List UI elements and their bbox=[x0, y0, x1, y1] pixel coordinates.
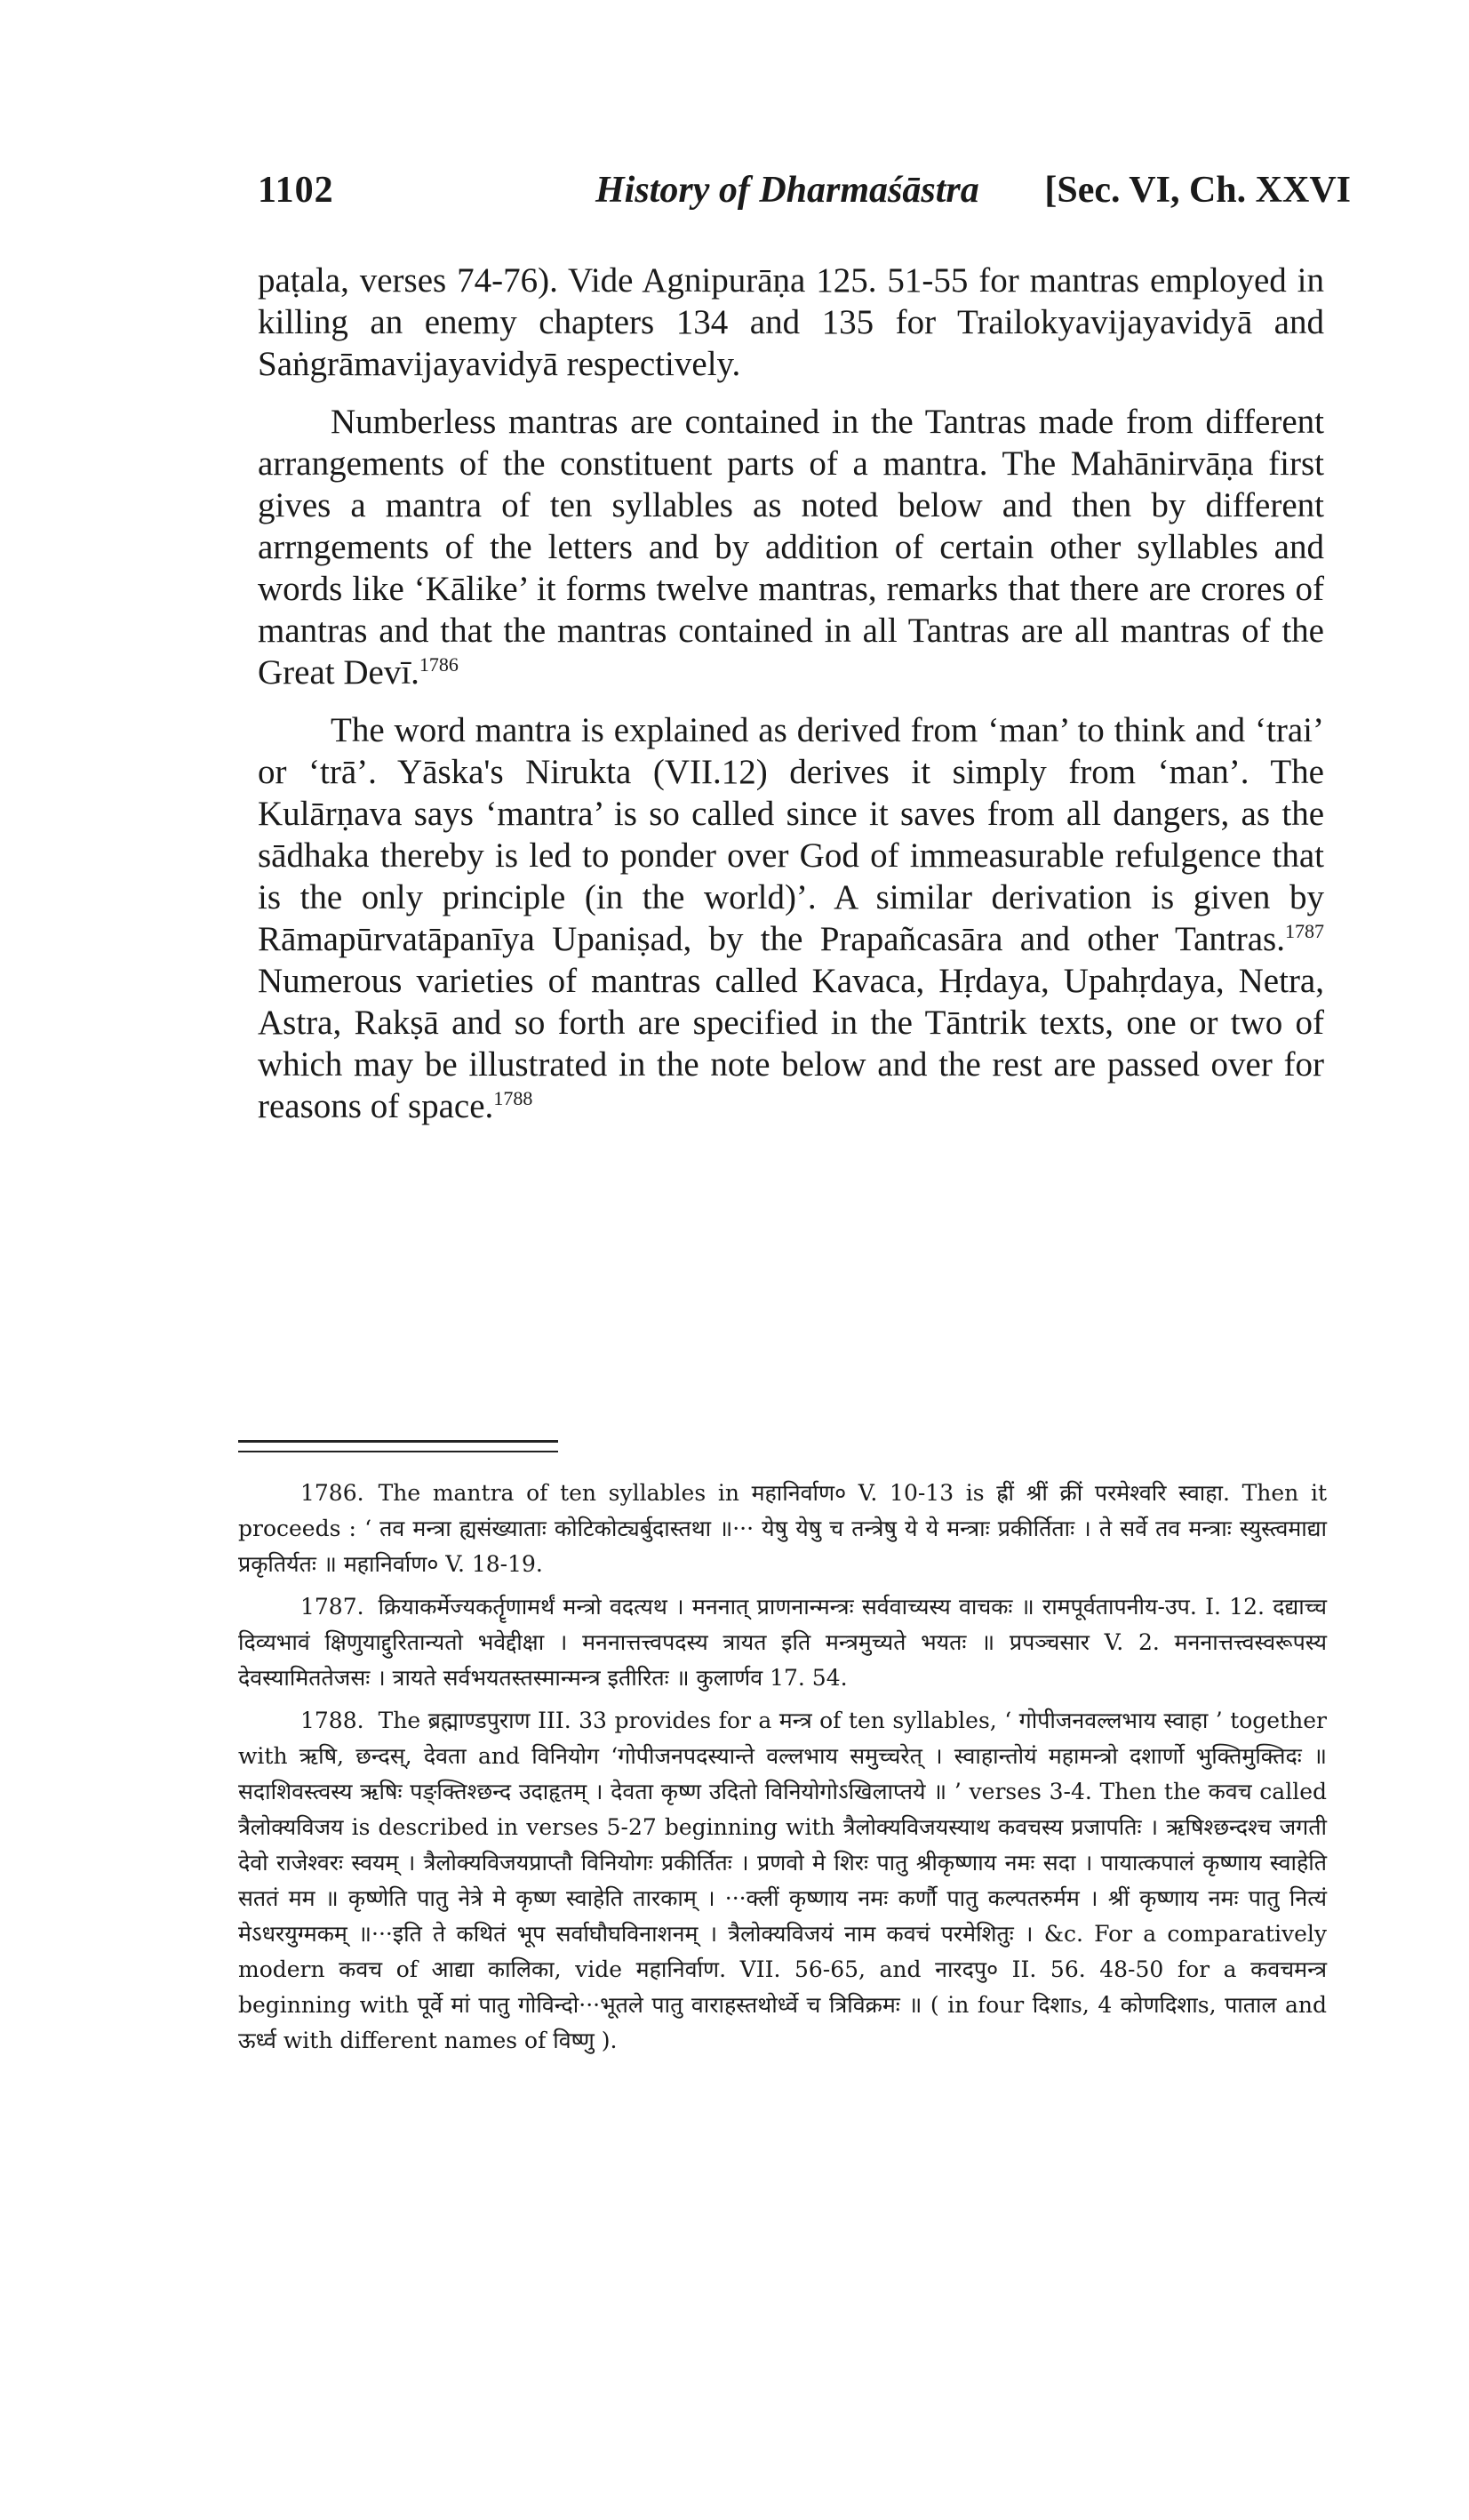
footnote-text: क्रियाकर्मेज्यकर्तॄणामर्थं मन्त्रो वदत्यथ । मननात् प्राणनान्मन्त्रः सर्ववाच्यस्य वाचकः ॥ रामपूर्वतापनीय-उप. I. 12. दद्याच्च दिव्यभावं क्षिणुयाद्दुरितान्यतो भवेद्दीक्षा । मननात्तत्त्वपदस्य त्रायत इति मन्त्रमुच्यते भयतः ॥ प्रपञ्चसार V. 2. मननात्तत्त्वस्वरूपस्य देवस्यामिततेजसः । त्रायते सर्वभयतस्तस्मान्मन्त्र इतीरितः ॥ कुलार्णव 17. 54. bbox=[238, 1594, 1327, 1691]
footnote-text: The mantra of ten syllables in महानिर्वाण० V. 10-13 is ह्रीं श्रीं क्रीं परमेश्वरि स्वाहा. Then it proceeds : ‘ तव मन्त्रा ह्यसंख्याताः कोटिकोट्यर्बुदास्तथा ॥··· येषु येषु च तन्त्रेषु ये ये मन्त्राः प्रकीर्तिताः । ते सर्वे तव मन्त्राः स्युस्त्वमाद्या प्रकृतिर्यतः ॥ महानिर्वाण० V. 18-19. bbox=[238, 1480, 1327, 1577]
running-title: History of Dharmaśāstra bbox=[595, 170, 979, 211]
page-number: 1102 bbox=[258, 170, 334, 211]
paragraph-text: paṭala, verses 74-76). Vide Agnipurāṇa 125. 51-55 for mantras employed in killing an enemy chapters 134 and 135 for Trailokyavijayavidyā and Saṅgrāmavijayavidyā respectively. bbox=[258, 261, 1324, 383]
paragraph-text: Numerous varieties of mantras called Kavaca, Hṛdaya, Upahṛdaya, Netra, Astra, Rakṣā and so forth are specified in the Tāntrik texts, one or two of which may be illustrated in the note below and the rest are passed over for reasons of space. bbox=[258, 962, 1324, 1125]
footnote-text: The ब्रह्माण्डपुराण III. 33 provides for a मन्त्र of ten syllables, ‘ गोपीजनवल्लभाय स्वाहा ’ together with ऋषि, छन्दस्, देवता and विनियोग ‘गोपीजनपदस्यान्ते वल्लभाय समुच्चरेत् । स्वाहान्तोयं महामन्त्रो दशार्णो भुक्तिमुक्तिदः ॥ सदाशिवस्त्वस्य ऋषिः पङ्क्तिश्छन्द उदाहृतम् । देवता कृष्ण उदितो विनियोगोऽखिलाप्तये ॥ ’ verses 3-4. Then the कवच called त्रैलोक्यविजय is described in verses 5-27 beginning with त्रैलोक्यविजयस्याथ कवचस्य प्रजापतिः । ऋषिश्छन्दश्च जगती देवो राजेश्वरः स्वयम् । त्रैलोक्यविजयप्राप्तौ विनियोगः प्रकीर्तितः । प्रणवो मे शिरः पातु श्रीकृष्णाय नमः सदा । पायात्कपालं कृष्णाय स्वाहेति सततं मम ॥ कृष्णेति पातु नेत्रे मे कृष्ण स्वाहेति तारकाम् । ···क्लीं कृष्णाय नमः कर्णौ पातु कल्पतरुर्मम । श्रीं कृष्णाय नमः पातु नित्यं मेऽधरयुग्मकम् ॥···इति ते कथितं भूप सर्वाघौघविनाशनम् । त्रैलोक्यविजयं नाम कवचं परमेशितुः । &c. For a comparatively modern कवच of आद्या कालिका, vide महानिर्वाण. VII. 56-65, and नारदपु० II. 56. 48-50 for a कवचमन्त्र beginning with पूर्वे मां पातु गोविन्दो···भूतले पातु वाराहस्तथोर्ध्वे च त्रिविक्रमः ॥ ( in four दिशाs, 4 कोणदिशाs, पाताल and ऊर्ध्व with different names of विष्णु ). bbox=[238, 1708, 1327, 2053]
footnote-ref: 1787 bbox=[1285, 920, 1324, 942]
footnote-number: 1788. bbox=[300, 1708, 364, 1733]
footnote bbox=[238, 1703, 1327, 2059]
paragraph-text: Numberless mantras are contained in the Tantras made from different arrangements of the constituent parts of a mantra. The Mahānirvāṇa first gives a mantra of ten syllables as noted below and then by different arrngements of the letters and by addition of certain other syllables and words like ‘Kālike’ it forms twelve mantras, remarks that there are crores of mantras and that the mantras contained in all Tantras are all mantras of the Great Devī. bbox=[258, 403, 1324, 692]
footnote-number: 1787. bbox=[300, 1594, 364, 1620]
main-text bbox=[258, 260, 1324, 1143]
footnote-ref: 1788 bbox=[493, 1087, 533, 1109]
paragraph bbox=[258, 401, 1324, 693]
paragraph-text: The word mantra is explained as derived from ‘man’ to think and ‘trai’ or ‘trā’. Yāska's Nirukta (VII.12) derives it simply from ‘man’. The Kulārṇava says ‘mantra’ is so called since it saves from all dangers, as the sādhaka thereby is led to ponder over God of immeasurable refulgence that is the only principle (in the world)’. A similar derivation is given by Rāmapūrvatāpanīya Upaniṣad, by the Prapañcasāra and other Tantras. bbox=[258, 711, 1324, 958]
paragraph bbox=[258, 260, 1324, 385]
section-reference: [Sec. VI, Ch. XXVI bbox=[1044, 170, 1351, 211]
footnotes bbox=[238, 1476, 1327, 2066]
footnote-number: 1786. bbox=[300, 1480, 364, 1506]
footnote bbox=[238, 1589, 1327, 1696]
paragraph bbox=[258, 709, 1324, 1127]
running-header bbox=[258, 169, 1351, 231]
footnote bbox=[238, 1476, 1327, 1582]
footnote-ref: 1786 bbox=[419, 653, 459, 676]
footnote-divider bbox=[238, 1440, 558, 1452]
